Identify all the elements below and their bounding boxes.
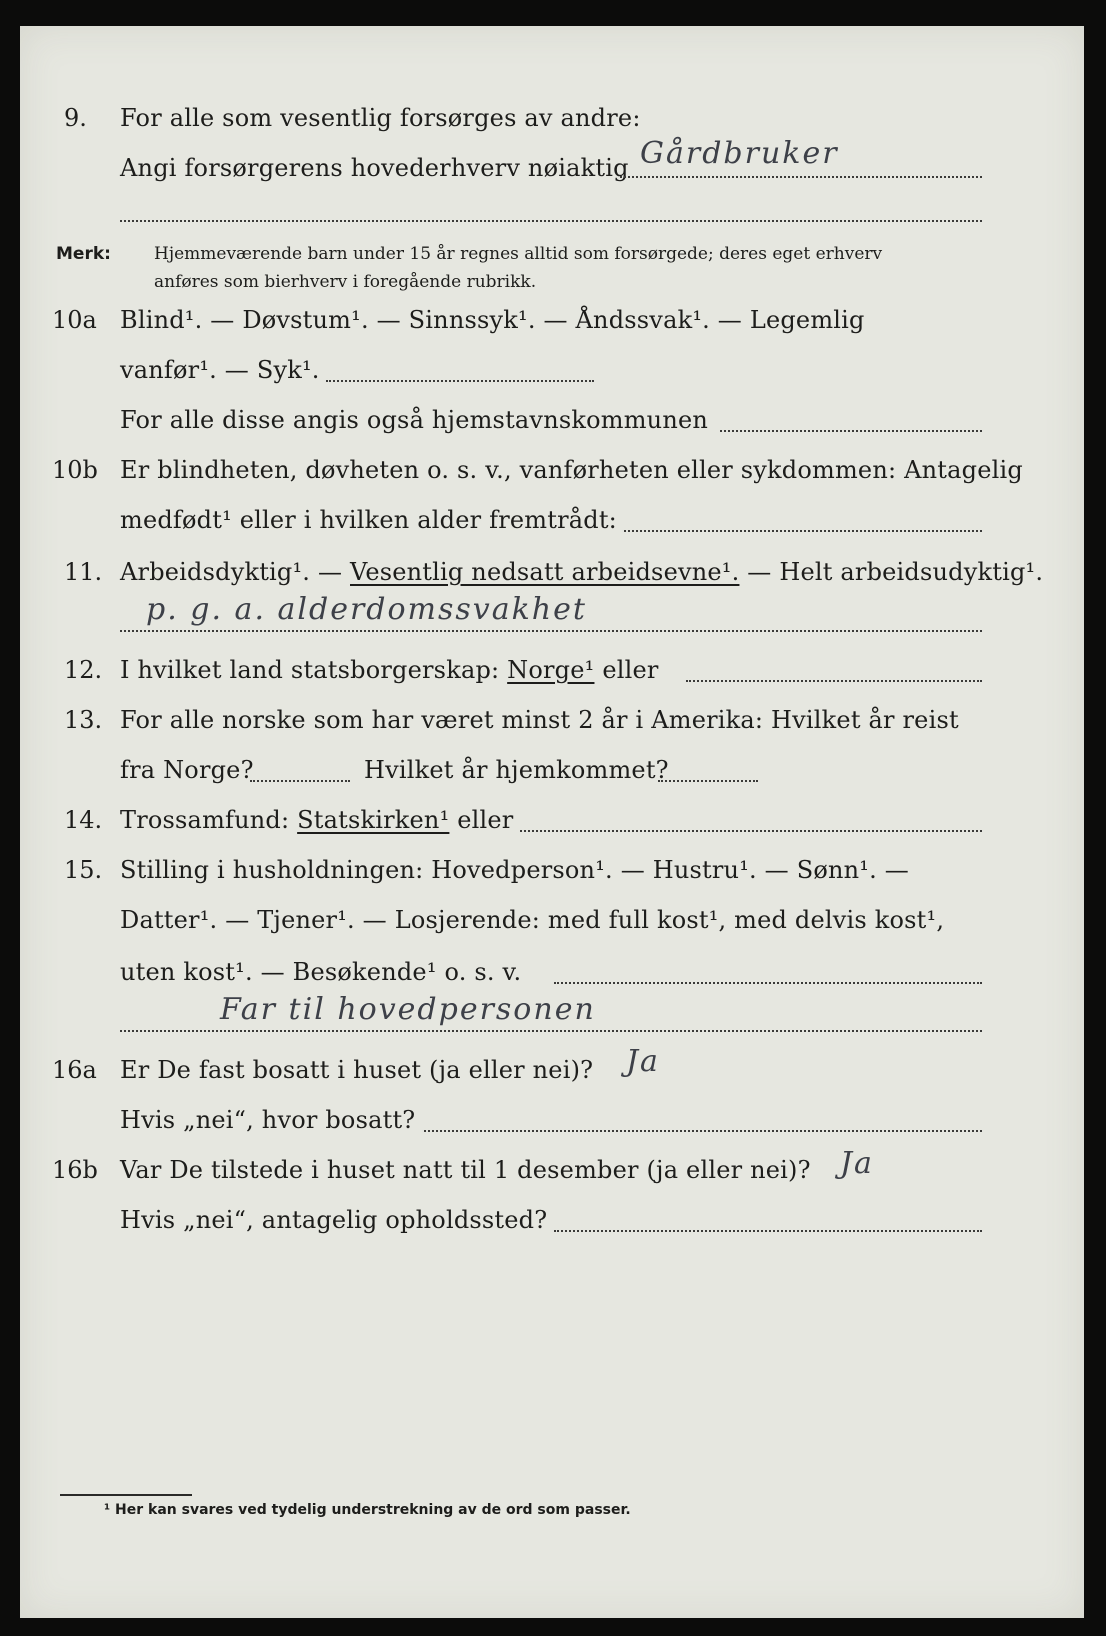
q9-handwritten-answer: Gårdbruker: [640, 136, 839, 171]
q16a-line2-dots: [424, 1130, 982, 1132]
q12-question: I hvilket land statsborgerskap:: [120, 656, 500, 684]
q11-handwritten-answer: p. g. a. alderdomssvakhet: [146, 592, 587, 627]
q16b-line2: Hvis „nei“, antagelig opholdssted?: [120, 1206, 548, 1234]
q10b-line2-dots: [624, 530, 982, 532]
q10b-line1: Er blindheten, døvheten o. s. v., vanførheten eller sykdommen: Antagelig: [120, 456, 1023, 484]
q11-answer-line: [120, 630, 982, 632]
q16a-number: 16a: [52, 1056, 97, 1084]
merk-line1: Hjemmeværende barn under 15 år regnes alltid som forsørgede; deres eget erhverv: [154, 244, 883, 264]
q12-line: [120, 656, 659, 684]
q14-eller: eller: [457, 806, 514, 834]
q13-number: 13.: [64, 706, 103, 734]
q12-dots: [686, 680, 982, 682]
q14-dots: [520, 830, 982, 832]
q14-question: Trossamfund:: [120, 806, 290, 834]
q12-option-norge: Norge¹: [507, 656, 595, 684]
q11-option-arbeidsdyktig: Arbeidsdyktig¹. —: [120, 558, 343, 586]
q13-reist-dots: [250, 780, 350, 782]
q13-hjemkommet-dots: [658, 780, 758, 782]
q16b-number: 16b: [52, 1156, 98, 1184]
q10a-line1: Blind¹. — Døvstum¹. — Sinnssyk¹. — Åndssvak¹. — Legemlig: [120, 306, 865, 334]
q15-line2: Datter¹. — Tjener¹. — Losjerende: med full kost¹, med delvis kost¹,: [120, 906, 945, 934]
q10b-line2: medfødt¹ eller i hvilken alder fremtrådt:: [120, 506, 617, 534]
q13-line1: For alle norske som har været minst 2 år i Amerika: Hvilket år reist: [120, 706, 959, 734]
q12-number: 12.: [64, 656, 103, 684]
footnote-text: Her kan svares ved tydelig understrekning av de ord som passer.: [115, 1502, 631, 1518]
q9-answer-line: [620, 176, 982, 178]
q16b-line1: Var De tilstede i huset natt til 1 desember (ja eller nei)?: [120, 1156, 811, 1184]
q16b-line2-dots: [554, 1230, 982, 1232]
q9-line1: For alle som vesentlig forsørges av andre:: [120, 104, 641, 132]
q11-option-udyktig: — Helt arbeidsudyktig¹.: [747, 558, 1044, 586]
q10a-line2-dots: [326, 380, 594, 382]
q15-line3: uten kost¹. — Besøkende¹ o. s. v.: [120, 958, 522, 986]
footnote-marker: ¹: [104, 1502, 111, 1518]
q13-line2b: Hvilket år hjemkommet?: [364, 756, 669, 784]
q10a-number: 10a: [52, 306, 97, 334]
q15-line3-dots: [554, 982, 982, 984]
merk-label: Merk:: [56, 244, 111, 264]
q16b-handwritten-answer: Ja: [840, 1146, 874, 1181]
q15-answer-line: [120, 1030, 982, 1032]
q9-extra-line: [120, 220, 982, 222]
q16a-line2: Hvis „nei“, hvor bosatt?: [120, 1106, 416, 1134]
q11-option-nedsatt: Vesentlig nedsatt arbeidsevne¹.: [350, 558, 740, 586]
q15-number: 15.: [64, 856, 103, 884]
q11-line: [120, 558, 1043, 586]
q10a-line3-dots: [720, 430, 982, 432]
census-form-page: [20, 26, 1084, 1618]
q16a-line1: Er De fast bosatt i huset (ja eller nei)?: [120, 1056, 594, 1084]
q9-line2: Angi forsørgerens hovederhverv nøiaktig: [120, 154, 629, 182]
q14-line: [120, 806, 513, 834]
q10a-line2: vanfør¹. — Syk¹.: [120, 356, 320, 384]
q15-handwritten-answer: Far til hovedpersonen: [220, 992, 596, 1027]
q10b-number: 10b: [52, 456, 98, 484]
q15-line1: Stilling i husholdningen: Hovedperson¹. — Hustru¹. — Sønn¹. —: [120, 856, 909, 884]
q11-number: 11.: [64, 558, 103, 586]
merk-line2: anføres som bierhverv i foregående rubrikk.: [154, 272, 537, 292]
q10a-line3: For alle disse angis også hjemstavnskommunen: [120, 406, 709, 434]
q13-line2a: fra Norge?: [120, 756, 254, 784]
q16a-handwritten-answer: Ja: [626, 1044, 660, 1079]
q12-eller: eller: [602, 656, 659, 684]
footnote: [104, 1502, 631, 1518]
q9-number: 9.: [64, 104, 87, 132]
q14-option-statskirken: Statskirken¹: [297, 806, 450, 834]
footnote-rule: [60, 1494, 192, 1496]
q14-number: 14.: [64, 806, 103, 834]
